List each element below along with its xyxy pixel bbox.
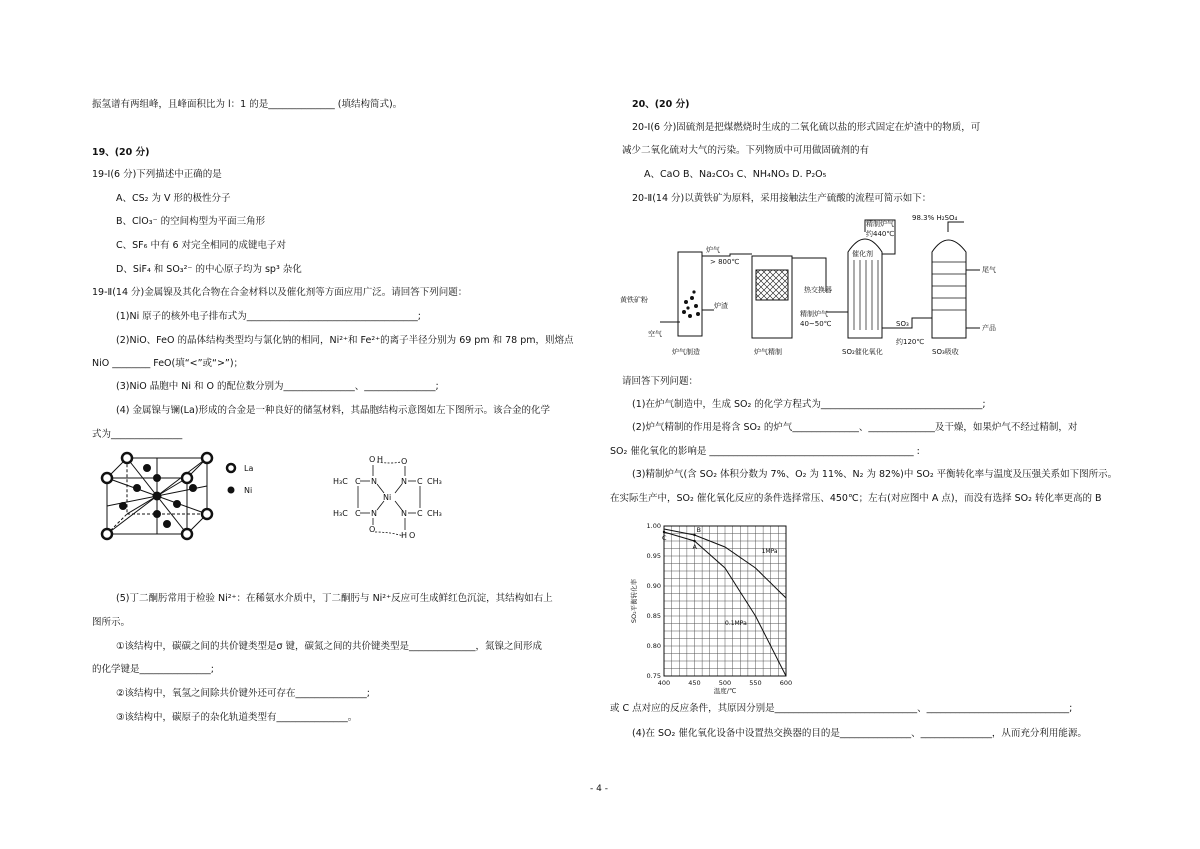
- point-marker: [663, 531, 665, 533]
- sub-q5-line2: 图所示。: [92, 617, 131, 628]
- svg-text:H₃C: H₃C: [333, 509, 348, 518]
- q19-part1: 19-I(6 分)下列描述中正确的是: [92, 169, 222, 180]
- sub-q5-1-line1: ①该结构中，碳碳之间的共价键类型是σ 键，碳氮之间的共价键类型是______________，氮镍之间形成: [116, 641, 543, 652]
- x-tick-label: 550: [749, 679, 762, 687]
- label-so3: SO₃: [896, 320, 909, 328]
- r-q2-line1: (2)炉气精制的作用是将含 SO₂ 的炉气______________、______________及干燥，如果炉气不经过精制，对: [632, 422, 1078, 433]
- r-q3-line1: (3)精制炉气(含 SO₂ 体积分数为 7%、O₂ 为 11%、N₂ 为 82%)中 SO₂ 平衡转化率与温度及压强关系如下图所示。: [632, 469, 1118, 480]
- sub-q2-line2: NiO ________ FeO(填“<”或“>”)；: [92, 358, 244, 369]
- q20-part1-line2: 减少二氧化硫对大气的污染。下列物质中可用做固硫剂的有: [622, 145, 870, 156]
- ask-line: 请回答下列问题：: [622, 376, 699, 387]
- option-d: D、SiF₄ 和 SO₃²⁻ 的中心原子均为 sp³ 杂化: [116, 264, 302, 275]
- point-marker: [693, 540, 695, 542]
- q20-part2: 20-Ⅱ(14 分)以黄铁矿为原料，采用接触法生产硫酸的流程可简示如下：: [632, 193, 932, 204]
- series-label: 0.1MPa: [725, 620, 747, 627]
- svg-text:H: H: [401, 531, 408, 540]
- svg-text:N: N: [371, 477, 377, 486]
- y-axis-label: SO₂平衡转化率: [630, 578, 638, 624]
- x-tick-label: 500: [718, 679, 732, 687]
- sub-q1: (1)Ni 原子的核外电子排布式为____________________________________;: [116, 311, 421, 322]
- label-40-50: 40~50℃: [800, 320, 832, 328]
- svg-text:N: N: [401, 477, 407, 486]
- svg-text:C: C: [355, 509, 361, 518]
- r-q2-line2: SO₂ 催化氧化的影响是 ___________________________________________ :: [610, 446, 920, 457]
- label-440: 约440℃: [866, 230, 895, 238]
- sub-q5-line1: (5)丁二酮肟常用于检验 Ni²⁺：在稀氨水介质中，丁二酮肟与 Ni²⁺反应可生成鲜红色沉淀，其结构如右上: [116, 593, 553, 604]
- label-refined-gas2: 精制炉气: [800, 310, 828, 318]
- label-120: 约120℃: [896, 338, 925, 346]
- q20-part1-options: A、CaO B、Na₂CO₃ C、NH₄NO₃ D. P₂O₅: [644, 169, 827, 180]
- label-tail-gas: 尾气: [982, 266, 996, 274]
- prev-question-tail: 振氢谱有两组峰，且峰面积比为 l：1 的是______________ (填结构简式)。: [92, 99, 403, 110]
- y-tick-label: 0.90: [646, 582, 661, 590]
- label-refine: 炉气精制: [754, 348, 782, 356]
- label-h2so4: 98.3% H₂SO₄: [912, 214, 958, 222]
- svg-text:Ni: Ni: [383, 493, 392, 502]
- page-number: - 4 -: [590, 784, 608, 794]
- svg-text:H₃C: H₃C: [333, 477, 348, 486]
- sub-q5-3: ③该结构中，碳原子的杂化轨道类型有_______________。: [116, 712, 358, 723]
- label-pyrite: 黄铁矿粉: [620, 296, 648, 304]
- q19-part2: 19-Ⅱ(14 分)金属镍及其化合物在合金材料以及催化剂等方面应用广泛。请回答下列问题：: [92, 287, 468, 298]
- x-tick-label: 600: [779, 679, 793, 687]
- point-label: A: [692, 543, 697, 551]
- option-b: B、ClO₃⁻ 的空间构型为平面三角形: [116, 216, 266, 227]
- label-made: 炉气制造: [672, 348, 700, 356]
- option-c: C、SF₆ 中有 6 对完全相同的成键电子对: [116, 240, 287, 251]
- q20-part1-line1: 20-Ⅰ(6 分)固硫剂是把煤燃烧时生成的二氧化硫以盐的形式固定在炉渣中的物质，可: [632, 122, 981, 133]
- svg-text:O: O: [369, 455, 376, 464]
- label-air: 空气: [648, 330, 662, 338]
- legend-la: La: [244, 464, 254, 473]
- svg-text:O: O: [409, 531, 416, 540]
- so2-conversion-chart: [628, 516, 798, 696]
- sulfuric-acid-process-diagram: [620, 212, 1000, 362]
- sub-q4-line2: 式为_______________: [92, 429, 183, 440]
- sub-q5-2: ②该结构中，氧氢之间除共价键外还可存在_______________;: [116, 688, 370, 699]
- nickel-dimethylglyoxime-structure: [325, 452, 455, 542]
- sub-q4-line1: (4) 金属镍与镧(La)形成的合金是一种良好的储氢材料，其晶胞结构示意图如左下图所示。该合金的化学: [116, 405, 551, 416]
- point-label: B: [696, 526, 701, 534]
- label-catalyst: 催化剂: [852, 250, 873, 258]
- point-marker: [693, 534, 695, 536]
- svg-text:N: N: [371, 509, 377, 518]
- q20-header: 20、(20 分): [632, 99, 690, 110]
- svg-text:N: N: [401, 509, 407, 518]
- sub-q2-line1: (2)NiO、FeO 的晶体结构类型均与氯化钠的相同，Ni²⁺和 Fe²⁺的离子半径分别为 69 pm 和 78 pm，则熔点: [116, 335, 574, 346]
- x-tick-label: 400: [657, 679, 671, 687]
- legend-ni: Ni: [244, 486, 253, 495]
- svg-text:C: C: [417, 509, 423, 518]
- series-label: 1MPa: [761, 548, 778, 555]
- label-slag: 炉渣: [714, 302, 728, 310]
- sub-q3: (3)NiO 晶胞中 Ni 和 O 的配位数分别为_______________、_______________;: [116, 381, 439, 392]
- point-label: C: [662, 534, 667, 542]
- y-tick-label: 0.85: [646, 612, 661, 620]
- svg-text:O: O: [401, 457, 408, 466]
- label-product: 产品: [982, 324, 996, 332]
- r-q4: (4)在 SO₂ 催化氧化设备中设置热交换器的目的是_______________、_______________，从而充分利用能源。: [632, 728, 1087, 739]
- label-furnace-gas: 炉气: [706, 246, 720, 254]
- sub-q5-1-line2: 的化学键是_______________;: [92, 664, 214, 675]
- svg-text:CH₃: CH₃: [427, 477, 442, 486]
- r-q1: (1)在炉气制造中，生成 SO₂ 的化学方程式为__________________________________;: [632, 399, 986, 410]
- r-q3-line2: 在实际生产中，SO₂ 催化氧化反应的条件选择常压、450℃；左右(对应图中 A 点)，而没有选择 SO₂ 转化率更高的 B: [610, 493, 1102, 504]
- y-tick-label: 0.95: [646, 552, 661, 560]
- svg-text:H: H: [377, 455, 384, 464]
- option-a: A、CS₂ 为 V 形的极性分子: [116, 193, 231, 204]
- y-tick-label: 0.75: [646, 672, 661, 680]
- svg-text:C: C: [417, 477, 423, 486]
- y-tick-label: 0.80: [646, 642, 661, 650]
- label-absorb: SO₃吸收: [932, 348, 959, 356]
- label-oxidation: SO₂催化氧化: [842, 348, 883, 356]
- label-heat-exchanger: 热交换器: [804, 286, 832, 294]
- label-refined-gas: 精制炉气: [866, 220, 894, 228]
- label-800: > 800℃: [710, 258, 740, 266]
- svg-text:O: O: [369, 525, 376, 534]
- y-tick-label: 1.00: [646, 522, 661, 530]
- x-axis-label: 温度/℃: [713, 687, 737, 695]
- x-tick-label: 450: [688, 679, 701, 687]
- r-q3-line3: 或 C 点对应的反应条件，其原因分别是______________________________、______________________________;: [610, 703, 1073, 714]
- svg-text:C: C: [355, 477, 361, 486]
- q19-header: 19、(20 分): [92, 147, 150, 158]
- svg-text:CH₃: CH₃: [427, 509, 442, 518]
